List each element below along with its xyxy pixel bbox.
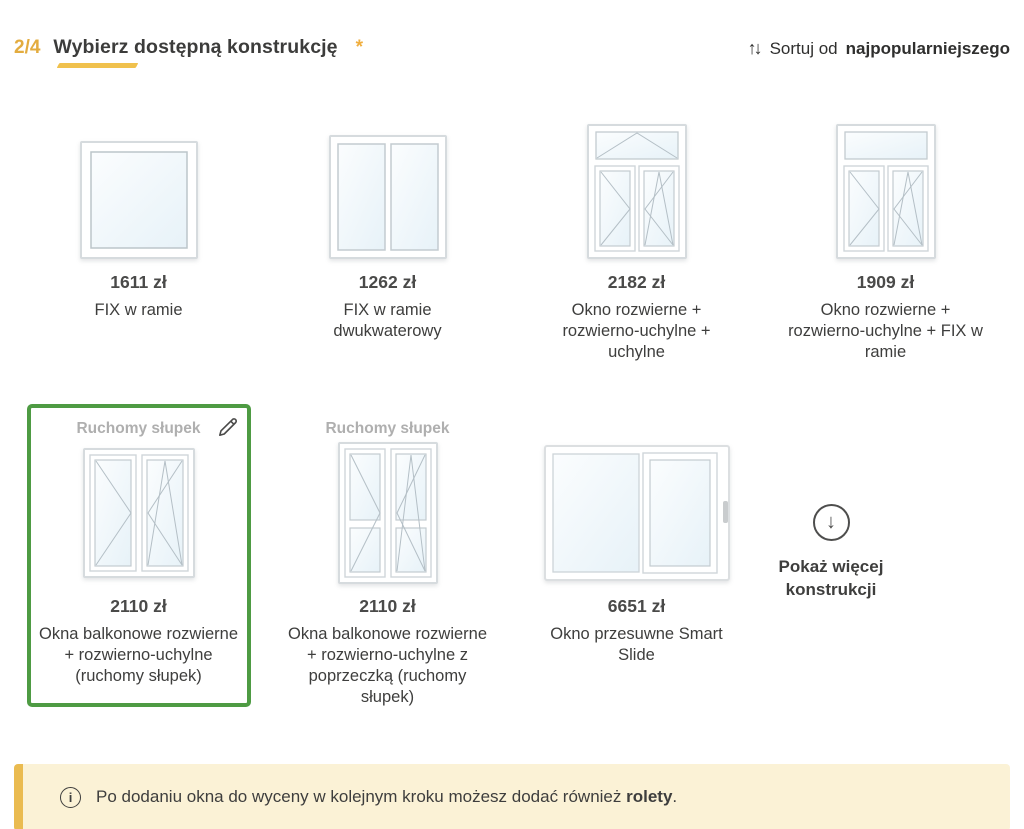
price-label: 1611 zł: [110, 272, 167, 292]
price-label: 2110 zł: [359, 596, 416, 616]
construction-name: Okno przesuwne Smart Slide: [550, 625, 723, 664]
construction-name: Okna balkonowe rozwierne + rozwierno-uchylne z poprzeczką (ruchomy słupek): [287, 625, 488, 706]
construction-name: Okno rozwierne + rozwierno-uchylne + FIX w ramie: [788, 301, 983, 361]
title-underline: [57, 63, 139, 68]
sort-arrows-icon: ↑↓: [747, 38, 760, 58]
show-more-button[interactable]: [761, 504, 901, 602]
construction-card[interactable]: [525, 404, 749, 686]
info-banner-text: Po dodaniu okna do wyceny w kolejnym kroku możesz dodać również rolety.: [96, 787, 678, 807]
construction-card[interactable]: [14, 123, 263, 404]
step-indicator: 2/4: [14, 37, 41, 58]
construction-card[interactable]: [512, 123, 761, 404]
required-asterisk: *: [355, 37, 364, 58]
window-preview-balcony-crossbar: [338, 443, 438, 583]
card-tag-row: [31, 417, 247, 441]
header: [14, 36, 1010, 59]
card-tag-row: [280, 417, 496, 441]
show-more-label: Pokaż więcej konstrukcji: [778, 557, 884, 599]
sort-label: Sortuj od: [769, 38, 838, 58]
window-preview-fix-single: [14, 123, 263, 259]
construction-name: Okno rozwierne + rozwierno-uchylne + uchylne: [562, 301, 711, 361]
construction-card[interactable]: [263, 123, 512, 404]
price-label: 6651 zł: [607, 596, 666, 616]
construction-name: FIX w ramie: [94, 301, 183, 319]
price-label: 2182 zł: [607, 272, 666, 292]
price-label: 1262 zł: [358, 272, 417, 292]
info-icon: i: [60, 787, 81, 808]
step-title: [14, 36, 363, 59]
price-label: 2110 zł: [110, 596, 167, 616]
window-preview-smart-slide: [544, 443, 730, 583]
sort-value: najpopularniejszego: [845, 38, 1010, 58]
down-arrow-circle-icon: ↓: [813, 504, 850, 541]
construction-name: Okna balkonowe rozwierne + rozwierno-uchylne (ruchomy słupek): [38, 625, 239, 685]
construction-card[interactable]: [761, 123, 1010, 404]
window-preview-turn-tiltturn-fix: [761, 123, 1010, 259]
window-preview-balcony: [83, 443, 195, 583]
construction-card-selected[interactable]: [27, 404, 251, 707]
card-tag: Ruchomy słupek: [76, 420, 201, 437]
info-banner: [14, 764, 1010, 829]
price-label: 1909 zł: [856, 272, 915, 292]
card-tag-row: [529, 417, 745, 441]
card-tag: Ruchomy słupek: [325, 420, 450, 437]
construction-grid: [14, 123, 1014, 728]
window-preview-fix-double: [263, 123, 512, 259]
window-preview-turn-tiltturn-tilt: [512, 123, 761, 259]
construction-card[interactable]: [276, 404, 500, 728]
sort-control[interactable]: [748, 38, 1010, 59]
construction-name: FIX w ramie dwukwaterowy: [333, 301, 442, 340]
page-title: Wybierz dostępną konstrukcję: [53, 36, 338, 58]
edit-icon[interactable]: [216, 415, 240, 439]
